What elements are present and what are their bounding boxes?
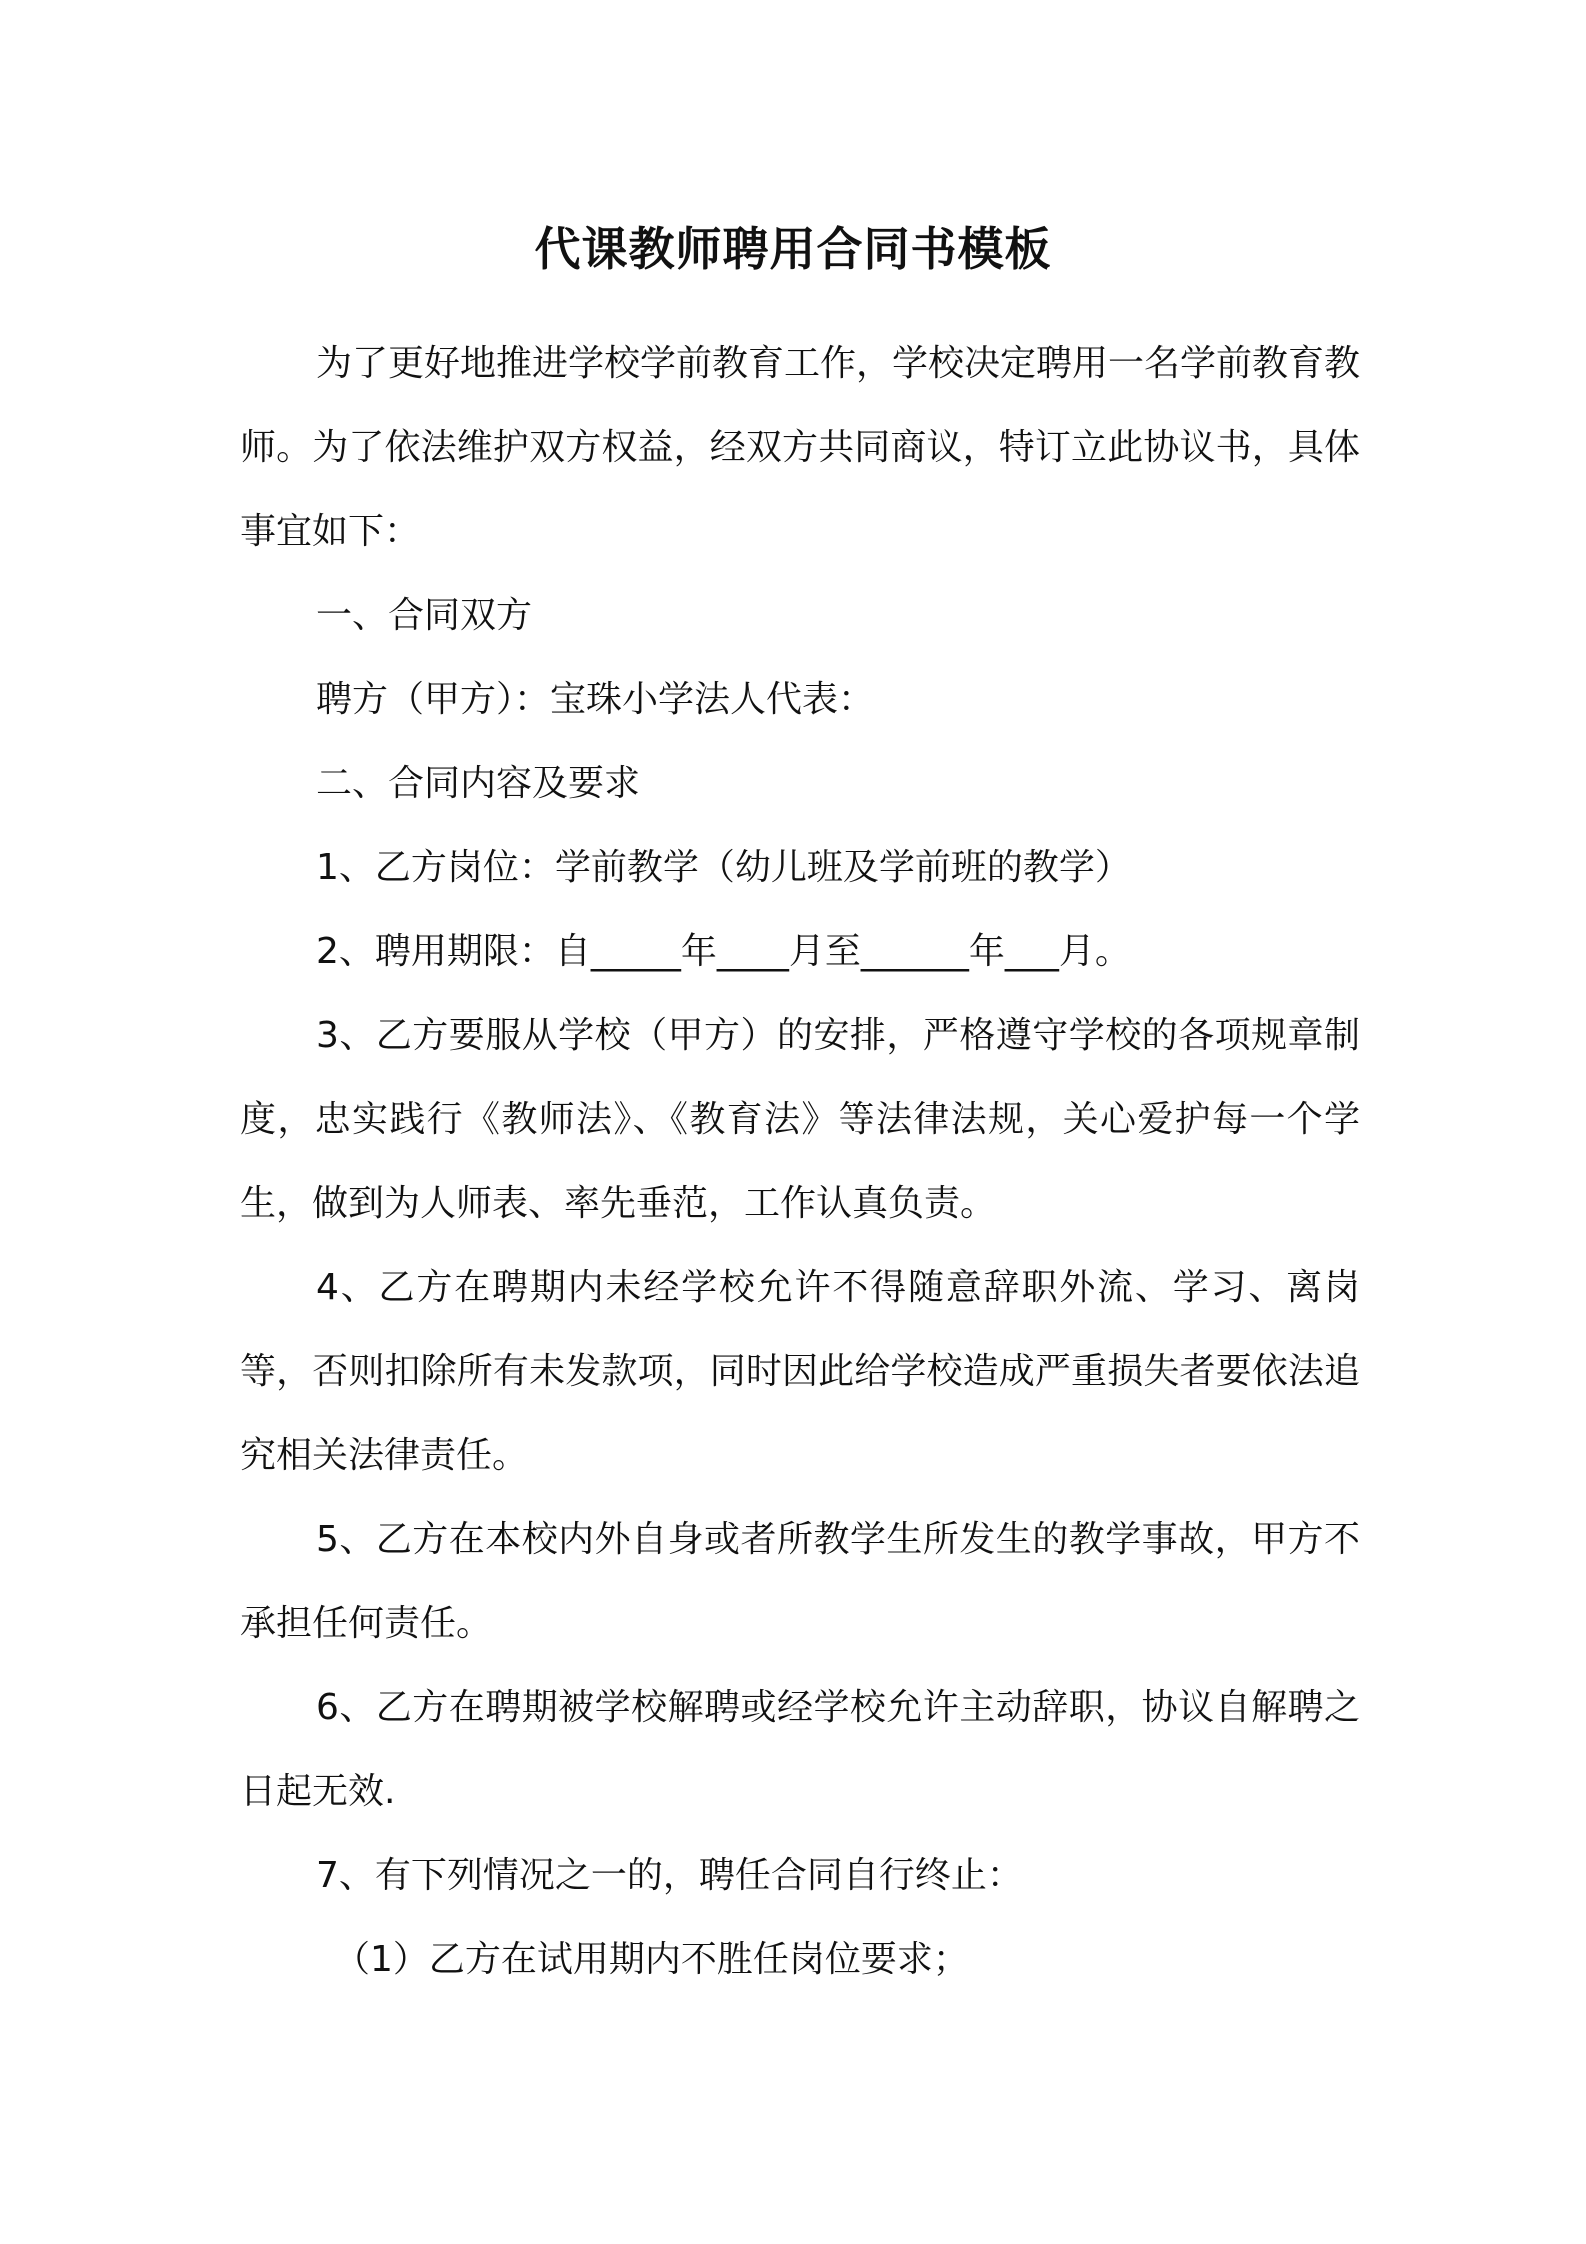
employer-line: 聘方（甲方）：宝珠小学法人代表： — [316, 679, 875, 720]
clause-5: 5、乙方在本校内外自身或者所教学生所发生的教学事故，甲方不承担任何责任。 — [240, 1519, 1360, 1644]
section-heading-parties: 一、合同双方 — [316, 595, 533, 636]
clause-3: 3、乙方要服从学校（甲方）的安排，严格遵守学校的各项规章制度，忠实践行《教师法》、《教育法》等法律法规，关心爱护每一个学生，做到为人师表、率先垂范，工作认真负责。 — [240, 1015, 1360, 1224]
clause-1: 1、乙方岗位：学前教学（幼儿班及学前班的教学） — [316, 847, 1131, 888]
document-title: 代课教师聘用合同书模板 — [534, 222, 1052, 276]
clause-4: 4、乙方在聘期内未经学校允许不得随意辞职外流、学习、离岗等，否则扣除所有未发款项，同时因此给学校造成严重损失者要依法追究相关法律责任。 — [240, 1267, 1360, 1476]
clause-2: 2、聘用期限：自_____年____月至______年___月。 — [316, 931, 1131, 972]
section-heading-content: 二、合同内容及要求 — [316, 763, 641, 804]
clause-7: 7、有下列情况之一的，聘任合同自行终止： — [316, 1855, 1023, 1896]
clause-7-item-1: （1）乙方在试用期内不胜任岗位要求； — [334, 1939, 969, 1980]
document-body — [240, 322, 1360, 2002]
intro-paragraph: 为了更好地推进学校学前教育工作，学校决定聘用一名学前教育教师。为了依法维护双方权益，经双方共同商议，特订立此协议书，具体事宜如下： — [240, 343, 1361, 552]
clause-6: 6、乙方在聘期被学校解聘或经学校允许主动辞职，协议自解聘之日起无效. — [240, 1687, 1360, 1812]
